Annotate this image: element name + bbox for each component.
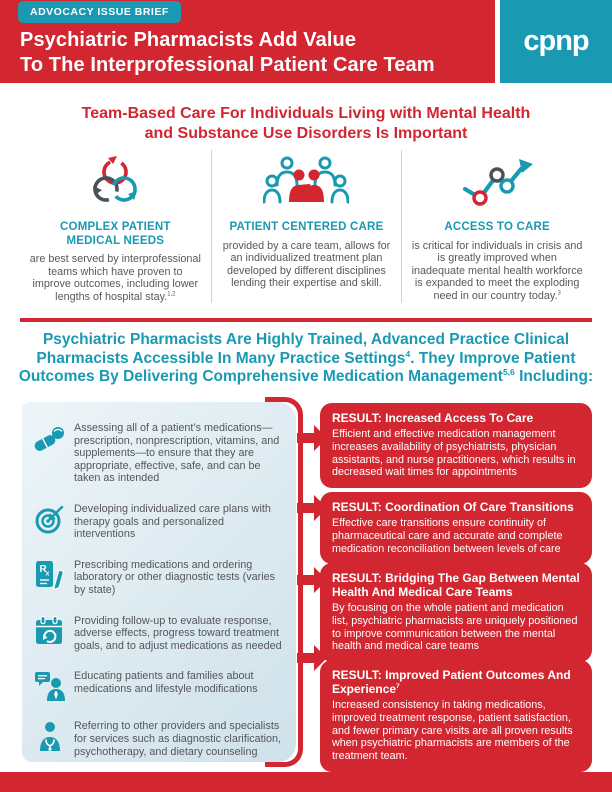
- column-title: PATIENT CENTERED CARE: [229, 221, 384, 233]
- advocacy-issue-brief-badge: ADVOCACY ISSUE BRIEF: [18, 1, 181, 23]
- list-item-text: Providing follow-up to evaluate response, adverse effects, progress toward treatment goals, and to adjust medications as needed: [74, 614, 282, 652]
- page-title-line2: To The Interprofessional Patient Care Team: [20, 53, 435, 76]
- column-body: [220, 240, 394, 290]
- cpnp-logo-block: [500, 0, 612, 83]
- target-icon: [34, 503, 66, 535]
- citation-superscript: 1,2: [167, 291, 176, 298]
- svg-text:R: R: [39, 563, 47, 575]
- result-title: RESULT: Coordination Of Care Transitions: [332, 500, 574, 514]
- result-box-improved-outcomes: [320, 660, 592, 772]
- citation-superscript: 5,6: [502, 367, 515, 378]
- heading-line2-text-after: . They Improve Patient: [410, 349, 576, 367]
- column-body-text: are best served by interprofessional teams which have proven to improve outcomes, including lower lengths of hospital stay.: [29, 253, 201, 303]
- svg-text:x: x: [45, 570, 50, 578]
- result-title: RESULT: Bridging The Gap Between Mental Health And Medical Care Teams: [332, 571, 580, 599]
- list-item-referring: [34, 720, 286, 758]
- pills-icon: [34, 422, 66, 454]
- column-body-text: is critical for individuals in crisis and is greatly improved when inadequate mental health workforce is expanded to meet the exploding need in our country today.: [411, 239, 583, 302]
- result-body: By focusing on the whole patient and medication list, psychiatric pharmacists are uniquely positioned to improve communication between the mental health and medical care teams: [332, 602, 578, 653]
- footer-red-bar: [0, 772, 612, 792]
- heading-line2: [0, 350, 612, 369]
- column-body: [28, 253, 203, 303]
- interlocking-cycle-arrows-icon: [28, 154, 203, 214]
- column-complex-patient-needs: [20, 150, 211, 303]
- citation-superscript: 3: [557, 290, 561, 297]
- heading-line3: [0, 368, 612, 387]
- result-box-increased-access: [320, 403, 592, 488]
- heading-line2-text: Pharmacists Accessible In Many Practice Settings: [36, 349, 406, 367]
- heading-line1: Psychiatric Pharmacists Are Highly Trained, Advanced Practice Clinical: [42, 331, 570, 348]
- heading-line3-text: Outcomes By Delivering Comprehensive Medication Management: [18, 368, 503, 386]
- result-title: RESULT: Increased Access To Care: [332, 411, 534, 425]
- column-title: ACCESS TO CARE: [444, 221, 550, 233]
- result-arrow-icon: [297, 645, 327, 676]
- list-item-text: Assessing all of a patient’s medications—prescription, nonprescription, vitamins, and supplements—to ensure that they are appropriate, effective, safe, and can be taken as intended: [74, 422, 280, 485]
- benefit-columns: [20, 150, 592, 303]
- list-item-text: Referring to other providers and specialists for services such as diagnostic clarification, psychotherapy, and dietary counseling: [74, 720, 282, 758]
- column-access-to-care: [401, 150, 592, 303]
- list-item-educating: [34, 670, 286, 702]
- result-box-bridging-gap: [320, 563, 592, 662]
- services-list: [34, 422, 286, 758]
- page-title-line1: Psychiatric Pharmacists Add Value: [20, 29, 357, 51]
- result-arrow-icon: [297, 425, 327, 456]
- cpnp-logo: cpnp: [523, 25, 589, 57]
- list-item-text: Developing individualized care plans with therapy goals and personalized interventions: [74, 502, 271, 541]
- referral-provider-icon: [34, 720, 66, 752]
- patient-education-icon: [34, 670, 66, 702]
- care-team-people-icon: [220, 154, 394, 214]
- list-item-follow-up: [34, 615, 286, 653]
- column-body: [410, 240, 584, 303]
- result-arrow-icon: [297, 495, 327, 526]
- psychiatric-pharmacists-heading: [0, 331, 612, 387]
- result-arrow-icon: [297, 567, 327, 598]
- list-item-text: Educating patients and families about medications and lifestyle modifications: [74, 670, 258, 695]
- column-title: COMPLEX PATIENT MEDICAL NEEDS: [60, 221, 171, 247]
- upward-trend-chart-icon: [410, 154, 584, 214]
- result-title: [332, 668, 580, 696]
- result-title-text: RESULT: Improved Patient Outcomes And Experience: [332, 668, 571, 696]
- list-item-prescribing: [34, 559, 286, 597]
- result-body: Efficient and effective medication management increases availability of psychiatrists, physician assistants, and nurse practitioners, which results in decreased wait times for appointments: [332, 428, 576, 479]
- result-body: Increased consistency in taking medications, improved treatment response, patient satisfaction, and fewer primary care visits are all proven results when psychiatric pharmacists are members of the treatment team.: [332, 699, 573, 763]
- citation-superscript: 7: [396, 683, 400, 690]
- citation-superscript: 4: [405, 348, 411, 359]
- page-title: [20, 28, 435, 77]
- heading-line3-text-after: Including:: [514, 368, 594, 386]
- result-body: Effective care transitions ensure continuity of pharmaceutical care and accurate and complete medication reconciliation between levels of care: [332, 517, 563, 555]
- column-body-text: provided by a care team, allows for an individualized treatment plan developed by different disciplines lending their expertise and skill.: [222, 239, 391, 290]
- team-based-care-heading-line1: Team-Based Care For Individuals Living with Mental Health: [81, 105, 531, 122]
- list-item-text: Prescribing medications and ordering laboratory or other diagnostic tests (varies by state): [74, 558, 276, 596]
- result-box-care-transitions: [320, 492, 592, 564]
- list-item-assessing: [34, 422, 286, 485]
- team-based-care-heading: [0, 104, 612, 144]
- prescription-pad-icon: [34, 559, 66, 591]
- team-based-care-heading-line2: and Substance Use Disorders Is Important: [144, 125, 468, 142]
- list-item-care-plans: [34, 503, 286, 541]
- column-patient-centered-care: [211, 150, 402, 303]
- calendar-refresh-icon: [34, 615, 66, 647]
- red-divider-line: [20, 318, 592, 322]
